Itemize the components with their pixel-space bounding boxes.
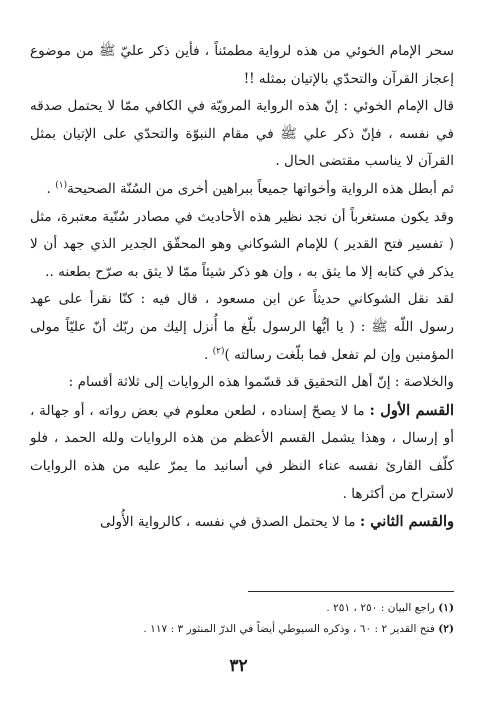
section-heading-second: والقسم الثاني :	[359, 513, 454, 531]
paragraph-7	[30, 397, 454, 508]
footnote-ref-2: (٢)	[212, 346, 225, 356]
paragraph-3-text: ثم أبطل هذه الرواية وأخواتها جميعاً ببراهين أخرى من السُنّة الصحيحة	[67, 180, 454, 197]
paragraph-4	[30, 204, 454, 287]
paragraph-3: ثم أبطل هذه الرواية وأخواتها جميعاً ببراهين أخرى من السُنّة الصحيحة$^{(١)}$ .	[46, 180, 454, 197]
footnote-1	[30, 598, 454, 619]
footnote-divider	[248, 591, 454, 592]
paragraph-5: لقد نقل الشوكاني حديثاً عن ابن مسعود ، قال فيه : كنّا نقرأ على عهد رسول اللّه ﷺ : ( يا أيُّها الرسول بلّغ ما أُنزل إليك من ربّك أنّ عليّاً مولى المؤمنين وإن لم تفعل فما بلّغت رسالته )$^{(٢)}$ .	[30, 291, 454, 363]
footnote-1-number: (١)	[438, 602, 454, 614]
paragraph-7-text: ما لا يصحّ إسناده ، لطعن معلوم في بعض رواته ، أو جهالة ، أو إرسال ، وهذا يشمل القسم الأعظم من هذه الروايات ولله الحمد ، فلو كلّف القارئ نفسه عناء النظر في أسانيد ما يمرّ عليه من هذه الروايات لاستراح من أكثرها .	[30, 402, 454, 502]
footnote-2	[30, 619, 454, 640]
paragraph-8-text: ما لا يحتمل الصدق في نفسه ، كالرواية الأُولى	[100, 514, 356, 531]
paragraph-2-text: قال الإمام الخوئي : إنّ هذه الرواية المرويّة في الكافي ممّا لا يحتمل صدقه في نفسه ، فإنّ ذكر علي ﷺ في مقام النبوّة والتحدّي على الإتيان بمثل القرآن لا يناسب مقتضى الحال .	[30, 98, 454, 170]
paragraph-5-text: لقد نقل الشوكاني حديثاً عن ابن مسعود ، قال فيه : كنّا نقرأ على عهد رسول اللّه ﷺ : ( يا أيُّها الرسول بلّغ ما أُنزل إليك من ربّك أنّ عليّاً مولى المؤمنين وإن لم تفعل فما بلّغت رسالته )	[30, 291, 454, 363]
footnote-2-number: (٢)	[438, 623, 454, 635]
paragraph-8	[30, 508, 454, 537]
footnote-1-text: راجع البيان : ٢٥٠ ، ٢٥١ .	[326, 602, 435, 614]
footnotes	[30, 598, 454, 640]
footnote-2-text: فتح القدير ٢ : ٦٠ ، وذكره السيوطي أيضاً في الدرّ المنثور ٣ : ١١٧ .	[143, 623, 435, 635]
paragraph-1-text: سحر الإمام الخوئي من هذه لرواية مطمئناً ، فأين ذكر عليّ ﷺ من موضوع إعجاز القرآن والتحدّي بالإتيان بمثله !!	[30, 43, 454, 87]
page-number: ٣٢	[229, 656, 248, 676]
section-heading-first: القسم الأول :	[369, 401, 455, 419]
paragraph-2	[30, 93, 454, 176]
paragraph-6	[30, 369, 454, 397]
main-text	[30, 38, 454, 537]
paragraph-1	[30, 38, 454, 93]
paragraph-4-text: وقد يكون مستغرباً أن نجد نظير هذه الأحاديث في مصادر سُنّية معتبرة، مثل ( تفسير فتح القدير ) للإمام الشوكاني وهو المحقّق الجدير الذي جهد أن لا يذكر في كتابه إلا ما يثق به ، وإن هو ذكر شيئاً ممّا لا يثق به صرّح بطعنه ..	[30, 208, 454, 280]
footnote-ref-1: (١)	[55, 180, 68, 191]
paragraph-6-text: والخلاصة : إنّ أهل التحقيق قد قسّموا هذه الروايات إلى ثلاثة أقسام :	[68, 374, 454, 391]
